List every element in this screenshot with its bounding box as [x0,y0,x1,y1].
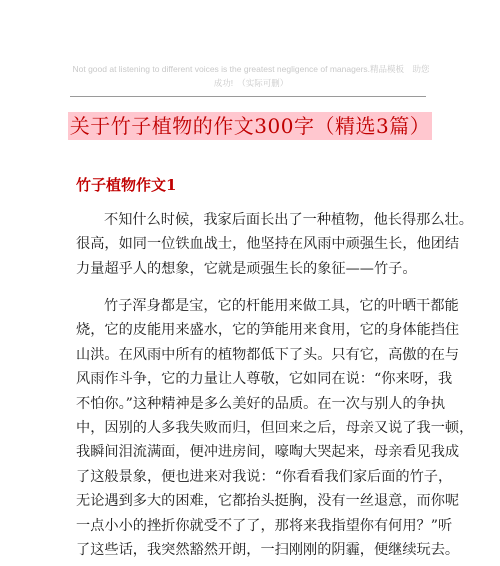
paragraph-line: 了这些话，我突然豁然开朗，一扫刚刚的阴霾，便继续玩去。 [76,542,460,559]
paragraph-line: 竹子浑身都是宝，它的杆能用来做工具，它的叶晒干都能 [104,298,459,314]
document-title: 关于竹子植物的作文300字（精选3篇） [69,114,431,138]
paragraph-line: 了这般景象，便也进来对我说：“你看看我们家后面的竹子， [76,468,453,485]
paragraph-line: 我瞬间泪流满面，便冲进房间，嚎啕大哭起来，母亲看见我成 [76,444,460,461]
paragraph-line: 一点小小的挫折你就受不了了，那将来我指望你有何用？”听 [76,517,453,534]
paragraph-line: 风雨作斗争，它的力量让人尊敬，它如同在说：“你来呀，我 [76,371,453,388]
paragraph-line: 烧，它的皮能用来盛水，它的笋能用来食用，它的身体能挡住 [76,322,460,339]
paragraph-2 [76,294,474,562]
paragraph-line: 不怕你。”这种精神是多么美好的品质。在一次与别人的争执 [76,395,446,412]
header-note: Not good at listening to different voices is the greatest negligence of managers.精品模板 助您成功! （实际可删） [72,64,430,88]
paragraph-line: 不知什么时候，我家后面长出了一种植物，他长得那么壮。 [104,212,473,228]
paragraph-line: 山洪。在风雨中所有的植物都低下了头。只有它，高傲的在与 [76,346,460,363]
section-heading: 竹子植物作文1 [76,176,177,194]
paragraph-line: 很高，如同一位铁血战士，他坚持在风雨中顽强生长，他团结 [76,236,460,253]
paragraph-line: 力量超乎人的想象，它就是顽强生长的象征——竹子。 [76,260,417,277]
paragraph-line: 无论遇到多大的困难，它都抬头挺胸，没有一丝退意，而你呢 [76,493,460,510]
paragraph-line: 中，因别的人多我失败而归，但回来之后，母亲又说了我一顿， [76,420,474,437]
paragraph-1 [76,208,473,281]
title-container [0,112,500,140]
header-divider [70,96,426,97]
